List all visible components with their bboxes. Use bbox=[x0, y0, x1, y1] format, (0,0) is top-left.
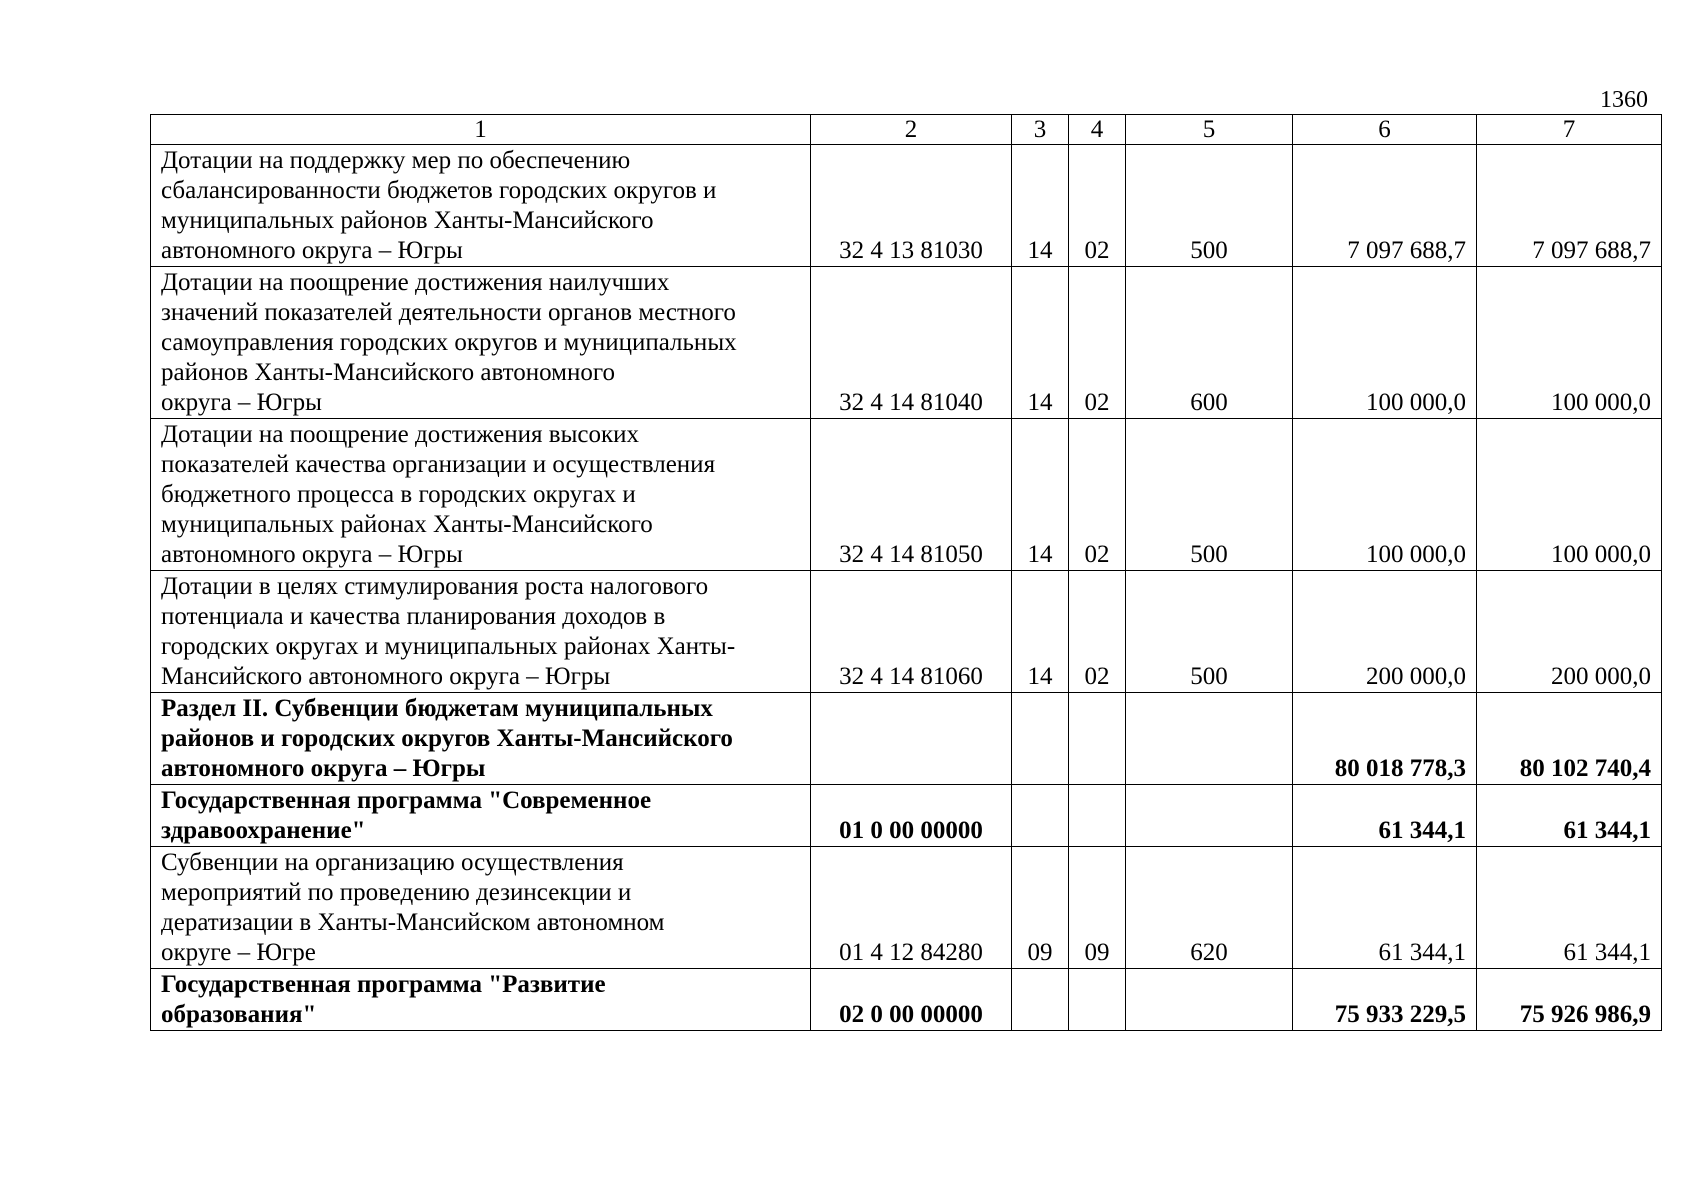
subsection-cell bbox=[1069, 969, 1126, 1031]
amount-year1-cell: 100 000,0 bbox=[1293, 267, 1477, 419]
code-cell: 32 4 13 81030 bbox=[811, 145, 1012, 267]
section-cell: 14 bbox=[1012, 145, 1069, 267]
item-name-line: бюджетного процесса в городских округах и bbox=[161, 481, 636, 508]
subsection-cell bbox=[1069, 693, 1126, 785]
item-name-line: Субвенции на организацию осуществления bbox=[161, 849, 624, 876]
item-name-cell bbox=[151, 267, 811, 419]
section-cell: 09 bbox=[1012, 847, 1069, 969]
column-header: 5 bbox=[1126, 115, 1293, 145]
section-cell bbox=[1012, 693, 1069, 785]
column-header: 4 bbox=[1069, 115, 1126, 145]
subsection-cell: 02 bbox=[1069, 571, 1126, 693]
item-name-line: мероприятий по проведению дезинсекции и bbox=[161, 879, 632, 906]
item-name-line: Мансийского автономного округа – Югры bbox=[161, 663, 611, 690]
item-name-line: муниципальных районов Ханты-Мансийского bbox=[161, 207, 654, 234]
table-row bbox=[151, 571, 1662, 693]
item-name-line: сбалансированности бюджетов городских округов и bbox=[161, 177, 717, 204]
item-name-cell bbox=[151, 969, 811, 1031]
table-row bbox=[151, 267, 1662, 419]
item-name-line: Дотации на поощрение достижения высоких bbox=[161, 421, 640, 448]
item-name-line: самоуправления городских округов и муниципальных bbox=[161, 329, 737, 356]
code-cell: 02 0 00 00000 bbox=[811, 969, 1012, 1031]
amount-year1-cell: 61 344,1 bbox=[1293, 785, 1477, 847]
item-name-line: городских округах и муниципальных районах Ханты- bbox=[161, 633, 736, 660]
item-name-line: дератизации в Ханты-Мансийском автономном bbox=[161, 909, 665, 936]
code-cell: 01 0 00 00000 bbox=[811, 785, 1012, 847]
section-cell: 14 bbox=[1012, 571, 1069, 693]
expense-kind-cell bbox=[1126, 785, 1293, 847]
item-name-line: значений показателей деятельности органов местного bbox=[161, 299, 736, 326]
item-name-line: округа – Югры bbox=[161, 389, 322, 416]
amount-year2-cell: 61 344,1 bbox=[1477, 785, 1662, 847]
item-name-line: Государственная программа "Развитие bbox=[161, 971, 606, 998]
section-cell bbox=[1012, 969, 1069, 1031]
table-body bbox=[151, 115, 1662, 1031]
table-row bbox=[151, 419, 1662, 571]
expense-kind-cell: 500 bbox=[1126, 571, 1293, 693]
expense-kind-cell: 620 bbox=[1126, 847, 1293, 969]
amount-year1-cell: 100 000,0 bbox=[1293, 419, 1477, 571]
item-name-cell bbox=[151, 785, 811, 847]
item-name-line: районов Ханты-Мансийского автономного bbox=[161, 359, 616, 386]
item-name-line: округе – Югре bbox=[161, 939, 316, 966]
amount-year2-cell: 7 097 688,7 bbox=[1477, 145, 1662, 267]
code-cell bbox=[811, 693, 1012, 785]
amount-year1-cell: 80 018 778,3 bbox=[1293, 693, 1477, 785]
table-row bbox=[151, 969, 1662, 1031]
item-name-line: автономного округа – Югры bbox=[161, 237, 463, 264]
item-name-line: здравоохранение" bbox=[161, 817, 366, 844]
table-row bbox=[151, 145, 1662, 267]
column-header: 6 bbox=[1293, 115, 1477, 145]
subsection-cell: 02 bbox=[1069, 267, 1126, 419]
item-name-line: образования" bbox=[161, 1001, 317, 1028]
subsection-cell: 02 bbox=[1069, 419, 1126, 571]
subsection-cell: 09 bbox=[1069, 847, 1126, 969]
section-cell: 14 bbox=[1012, 419, 1069, 571]
item-name-line: автономного округа – Югры bbox=[161, 541, 463, 568]
table-row bbox=[151, 785, 1662, 847]
column-number-row bbox=[151, 115, 1662, 145]
amount-year1-cell: 61 344,1 bbox=[1293, 847, 1477, 969]
item-name-cell bbox=[151, 571, 811, 693]
amount-year2-cell: 61 344,1 bbox=[1477, 847, 1662, 969]
item-name-line: Дотации в целях стимулирования роста налогового bbox=[161, 573, 709, 600]
code-cell: 01 4 12 84280 bbox=[811, 847, 1012, 969]
subsection-cell: 02 bbox=[1069, 145, 1126, 267]
code-cell: 32 4 14 81040 bbox=[811, 267, 1012, 419]
expense-kind-cell: 600 bbox=[1126, 267, 1293, 419]
page-number: 1360 bbox=[1600, 87, 1648, 113]
column-header: 3 bbox=[1012, 115, 1069, 145]
code-cell: 32 4 14 81050 bbox=[811, 419, 1012, 571]
amount-year1-cell: 200 000,0 bbox=[1293, 571, 1477, 693]
expense-kind-cell: 500 bbox=[1126, 419, 1293, 571]
item-name-line: автономного округа – Югры bbox=[161, 755, 486, 782]
item-name-line: Раздел II. Субвенции бюджетам муниципальных bbox=[161, 695, 713, 722]
amount-year1-cell: 75 933 229,5 bbox=[1293, 969, 1477, 1031]
item-name-line: Государственная программа "Современное bbox=[161, 787, 652, 814]
expense-kind-cell bbox=[1126, 969, 1293, 1031]
item-name-cell bbox=[151, 847, 811, 969]
section-cell bbox=[1012, 785, 1069, 847]
column-header: 2 bbox=[811, 115, 1012, 145]
amount-year2-cell: 100 000,0 bbox=[1477, 267, 1662, 419]
item-name-cell bbox=[151, 419, 811, 571]
expense-kind-cell: 500 bbox=[1126, 145, 1293, 267]
budget-table bbox=[150, 114, 1662, 1031]
column-header: 1 bbox=[151, 115, 811, 145]
amount-year1-cell: 7 097 688,7 bbox=[1293, 145, 1477, 267]
item-name-line: потенциала и качества планирования доходов в bbox=[161, 603, 666, 630]
item-name-line: районов и городских округов Ханты-Мансийского bbox=[161, 725, 733, 752]
table-row bbox=[151, 847, 1662, 969]
item-name-line: Дотации на поддержку мер по обеспечению bbox=[161, 147, 631, 174]
column-header: 7 bbox=[1477, 115, 1662, 145]
subsection-cell bbox=[1069, 785, 1126, 847]
code-cell: 32 4 14 81060 bbox=[811, 571, 1012, 693]
section-cell: 14 bbox=[1012, 267, 1069, 419]
amount-year2-cell: 100 000,0 bbox=[1477, 419, 1662, 571]
table-row bbox=[151, 693, 1662, 785]
amount-year2-cell: 80 102 740,4 bbox=[1477, 693, 1662, 785]
item-name-line: показателей качества организации и осуществления bbox=[161, 451, 716, 478]
item-name-line: муниципальных районах Ханты-Мансийского bbox=[161, 511, 653, 538]
amount-year2-cell: 200 000,0 bbox=[1477, 571, 1662, 693]
item-name-cell bbox=[151, 145, 811, 267]
expense-kind-cell bbox=[1126, 693, 1293, 785]
amount-year2-cell: 75 926 986,9 bbox=[1477, 969, 1662, 1031]
item-name-line: Дотации на поощрение достижения наилучших bbox=[161, 269, 670, 296]
item-name-cell bbox=[151, 693, 811, 785]
